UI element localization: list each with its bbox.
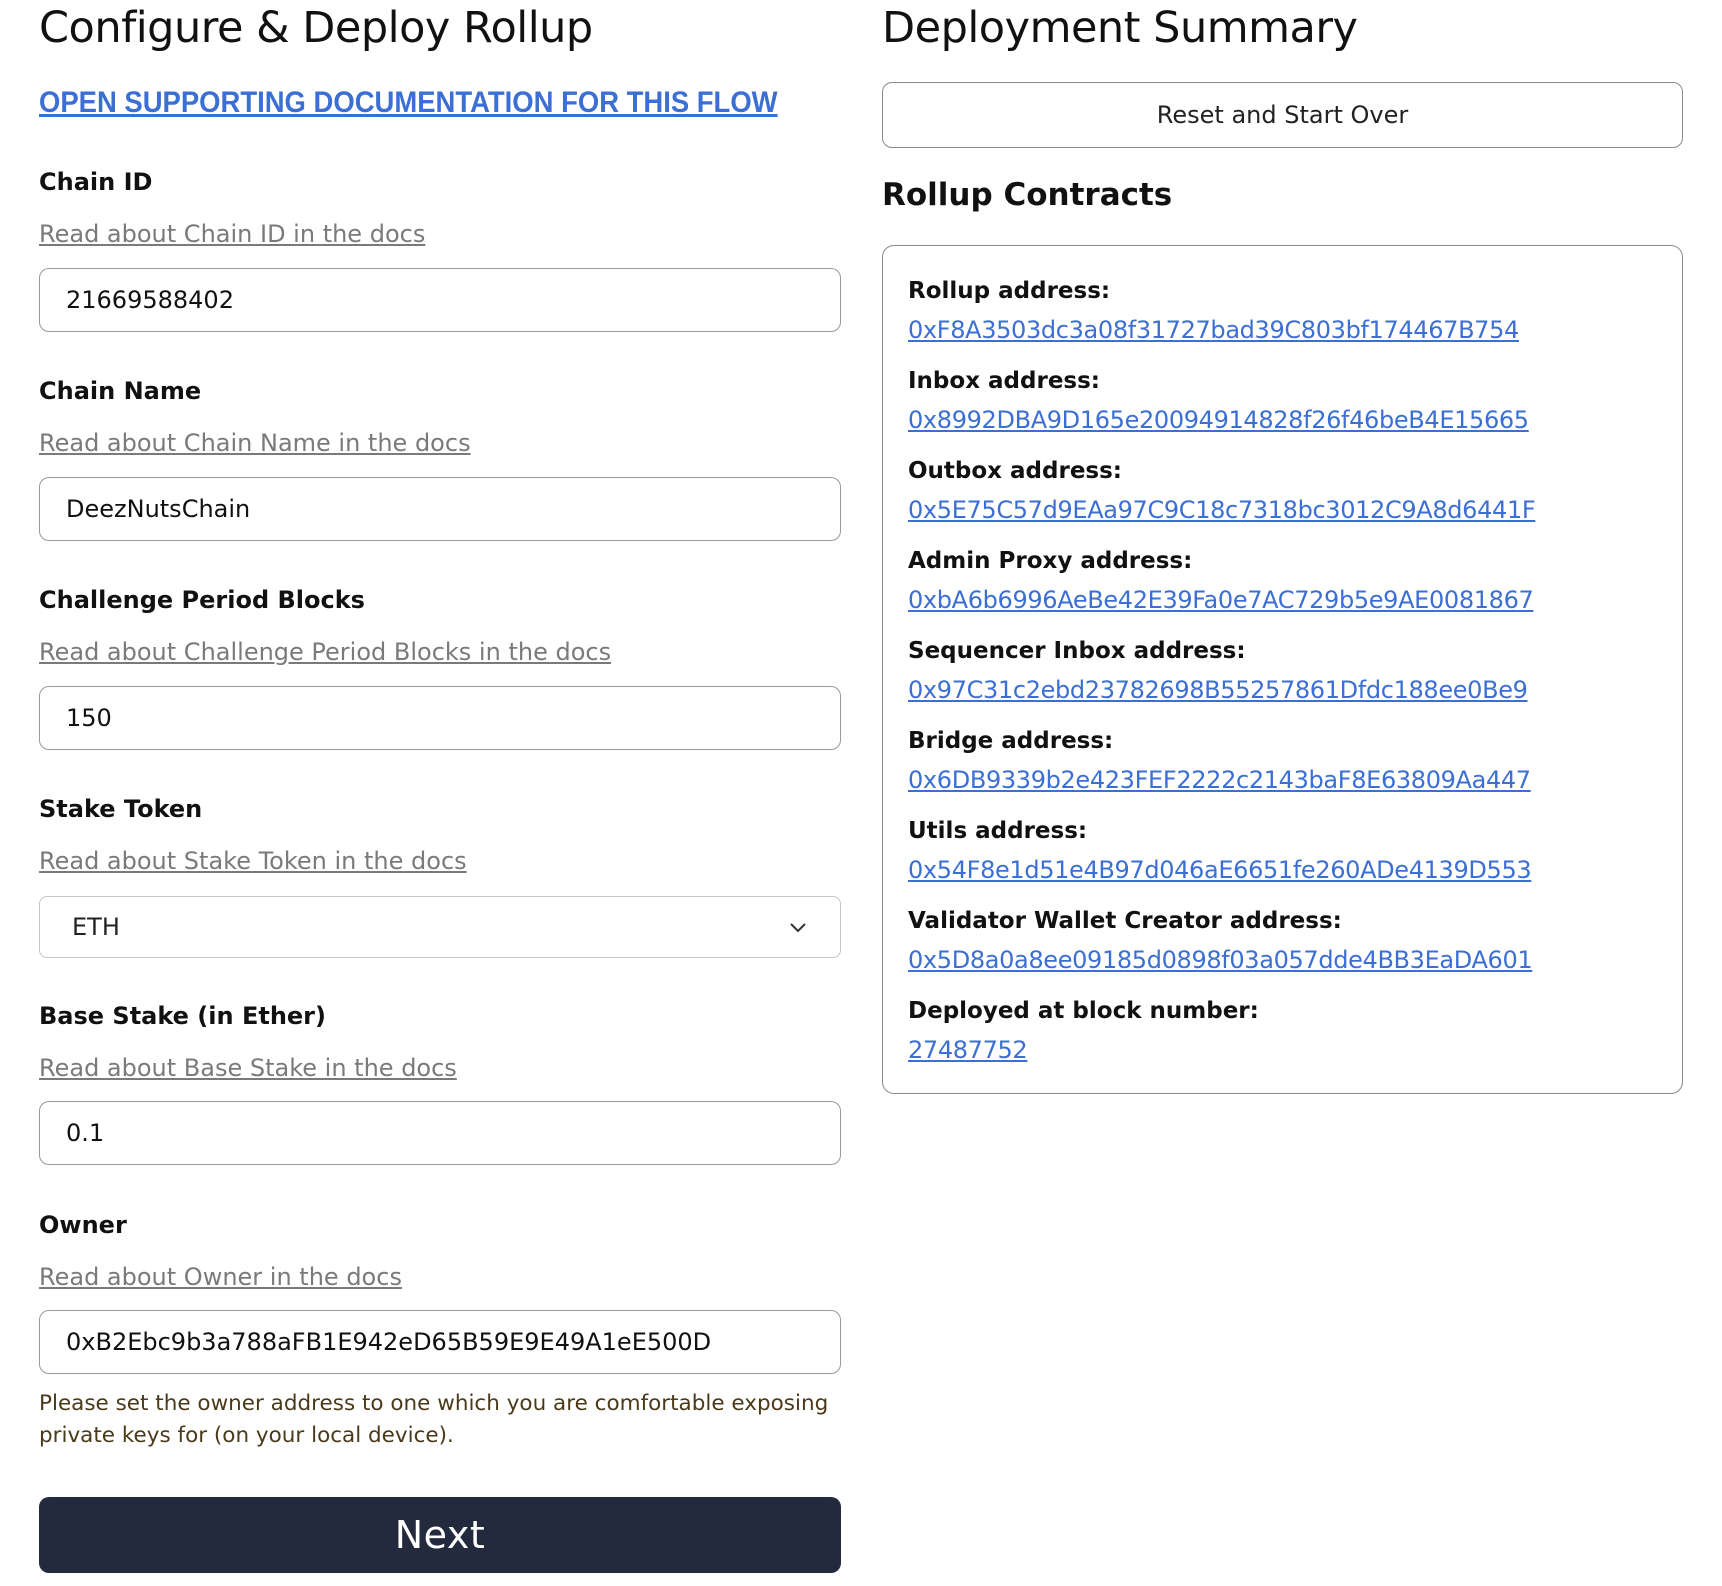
bridge-address-label: Bridge address: [908,728,1114,754]
reset-button[interactable]: Reset and Start Over [882,82,1683,148]
stake-token-selected-value: ETH [72,913,120,941]
next-button[interactable]: Next [39,1497,841,1573]
chevron-down-icon [788,920,808,934]
chain-name-label: Chain Name [39,377,202,405]
chain-name-doc-link[interactable]: Read about Chain Name in the docs [39,429,471,457]
validator-wallet-creator-address-label: Validator Wallet Creator address: [908,908,1342,934]
deployed-block-label: Deployed at block number: [908,998,1259,1024]
stake-token-label: Stake Token [39,795,203,823]
validator-wallet-creator-address-link[interactable]: 0x5D8a0a8ee09185d0898f03a057dde4BB3EaDA601 [908,946,1533,974]
rollup-address-link[interactable]: 0xF8A3503dc3a08f31727bad39C803bf174467B754 [908,316,1519,344]
stake-token-doc-link[interactable]: Read about Stake Token in the docs [39,847,467,875]
owner-input[interactable] [39,1310,841,1374]
sequencer-inbox-address-label: Sequencer Inbox address: [908,638,1246,664]
challenge-period-input[interactable] [39,686,841,750]
outbox-address-label: Outbox address: [908,458,1122,484]
rollup-contracts-heading: Rollup Contracts [882,177,1173,213]
chain-id-input[interactable] [39,268,841,332]
owner-doc-link[interactable]: Read about Owner in the docs [39,1263,402,1291]
owner-hint: Please set the owner address to one which you are comfortable exposing private keys for (on your local device). [39,1391,829,1448]
base-stake-input[interactable] [39,1101,841,1165]
bridge-address-link[interactable]: 0x6DB9339b2e423FEF2222c2143baF8E63809Aa447 [908,766,1531,794]
stake-token-select[interactable] [39,896,841,958]
chain-name-input[interactable] [39,477,841,541]
inbox-address-link[interactable]: 0x8992DBA9D165e20094914828f26f46beB4E15665 [908,406,1529,434]
challenge-period-doc-link[interactable]: Read about Challenge Period Blocks in the docs [39,638,612,666]
deployed-block-link[interactable]: 27487752 [908,1036,1028,1064]
admin-proxy-address-link[interactable]: 0xbA6b6996AeBe42E39Fa0e7AC729b5e9AE0081867 [908,586,1534,614]
page-title: Configure & Deploy Rollup [39,3,593,53]
admin-proxy-address-label: Admin Proxy address: [908,548,1193,574]
rollup-contracts-card [882,245,1683,1094]
rollup-address-label: Rollup address: [908,278,1111,304]
utils-address-label: Utils address: [908,818,1088,844]
inbox-address-label: Inbox address: [908,368,1101,394]
challenge-period-label: Challenge Period Blocks [39,586,365,614]
outbox-address-link[interactable]: 0x5E75C57d9EAa97C9C18c7318bc3012C9A8d6441F [908,496,1536,524]
owner-label: Owner [39,1211,127,1239]
sequencer-inbox-address-link[interactable]: 0x97C31c2ebd23782698B55257861Dfdc188ee0Be9 [908,676,1528,704]
summary-title: Deployment Summary [882,3,1358,53]
base-stake-label: Base Stake (in Ether) [39,1002,326,1030]
base-stake-doc-link[interactable]: Read about Base Stake in the docs [39,1054,457,1082]
chain-id-label: Chain ID [39,168,153,196]
chain-id-doc-link[interactable]: Read about Chain ID in the docs [39,220,426,248]
open-documentation-link[interactable]: OPEN SUPPORTING DOCUMENTATION FOR THIS FLOW [39,86,778,119]
utils-address-link[interactable]: 0x54F8e1d51e4B97d046aE6651fe260ADe4139D553 [908,856,1532,884]
